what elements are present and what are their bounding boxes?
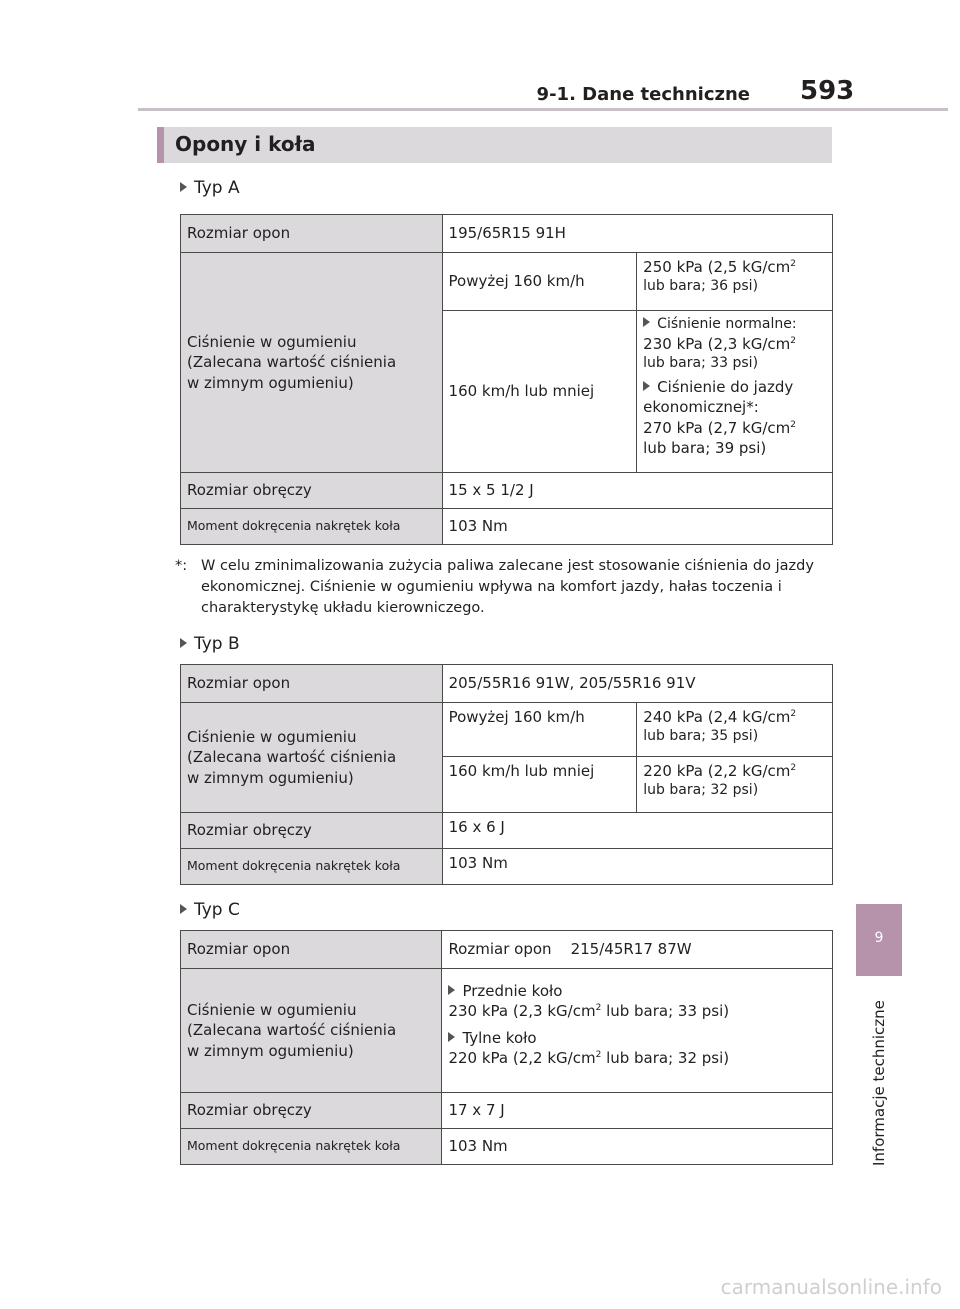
tire-size-value: 195/65R15 91H xyxy=(442,215,832,253)
table-row xyxy=(181,215,833,253)
pressure-below-160: Ciśnienie normalne: 230 kPa (2,3 $kG/cm^2$ lub bara; 33 psi) Ciśnienie do jazdy ekonomicznej*: 270 kPa (2,7 $kG/cm^2$ lub bara; 39 psi) xyxy=(637,311,833,473)
type-b-table xyxy=(180,664,833,885)
table-row xyxy=(181,703,833,757)
pressure-below-160: 220 kPa (2,2 $kG/cm^2$ lub bara; 32 psi) xyxy=(637,757,833,813)
type-a-label: Typ A xyxy=(180,178,240,198)
arrow-right-icon xyxy=(448,1032,455,1042)
table-row xyxy=(181,969,833,1093)
footnote xyxy=(175,556,835,619)
table-row xyxy=(181,931,833,969)
pressure-above-160: 240 kPa (2,4 $kG/cm^2$ lub bara; 35 psi) xyxy=(637,703,833,757)
rim-size-value: 16 x 6 J xyxy=(442,813,832,849)
watermark: carmanualsonline.info xyxy=(720,1275,942,1299)
arrow-right-icon xyxy=(180,638,187,648)
rim-size-label: Rozmiar obręczy xyxy=(181,1093,442,1129)
arrow-right-icon xyxy=(180,182,187,192)
table-row xyxy=(181,1129,833,1165)
rim-size-label: Rozmiar obręczy xyxy=(181,813,443,849)
torque-value: 103 Nm xyxy=(442,1129,833,1165)
table-row xyxy=(181,1093,833,1129)
torque-value: 103 Nm xyxy=(442,849,832,885)
torque-label: Moment dokręcenia nakrętek koła xyxy=(181,1129,442,1165)
type-c-table xyxy=(180,930,833,1165)
rim-size-value: 15 x 5 1/2 J xyxy=(442,473,832,509)
speed-above-160: Powyżej 160 km/h xyxy=(442,253,637,311)
arrow-right-icon xyxy=(448,985,455,995)
table-row xyxy=(181,813,833,849)
pressure-label: Ciśnienie w ogumieniu (Zalecana wartość ciśnienia w zimnym ogumieniu) xyxy=(181,703,443,813)
header-rule xyxy=(138,108,948,111)
table-row xyxy=(181,849,833,885)
tire-size-label: Rozmiar opon xyxy=(181,931,442,969)
torque-label: Moment dokręcenia nakrętek koła xyxy=(181,849,443,885)
arrow-right-icon xyxy=(643,381,650,391)
torque-value: 103 Nm xyxy=(442,509,832,545)
pressure-label: Ciśnienie w ogumieniu (Zalecana wartość ciśnienia w zimnym ogumieniu) xyxy=(181,969,442,1093)
pressure-above-160: 250 kPa (2,5 $kG/cm^2$ lub bara; 36 psi) xyxy=(637,253,833,311)
tire-size-label: Rozmiar opon xyxy=(181,215,443,253)
speed-below-160: 160 km/h lub mniej xyxy=(442,757,637,813)
arrow-right-icon xyxy=(180,904,187,914)
table-row xyxy=(181,253,833,311)
table-row xyxy=(181,509,833,545)
footnote-mark: *: xyxy=(175,558,188,574)
pressure-label: Ciśnienie w ogumieniu (Zalecana wartość ciśnienia w zimnym ogumieniu) xyxy=(181,253,443,473)
speed-below-160: 160 km/h lub mniej xyxy=(442,311,637,473)
speed-above-160: Powyżej 160 km/h xyxy=(442,703,637,757)
pressure-values: Przednie koło 230 kPa (2,3 $kG/cm^2$ lub bara; 33 psi) Tylne koło 220 kPa (2,2 $kG/cm^2$ lub bara; 32 psi) xyxy=(442,969,833,1093)
chapter-label xyxy=(868,986,892,1170)
chapter-label-text: Informacje techniczne xyxy=(870,1000,888,1166)
type-b-label: Typ B xyxy=(180,634,240,654)
tire-size-value: Rozmiar opon 215/45R17 87W xyxy=(442,931,833,969)
section-header: 9-1. Dane techniczne xyxy=(536,84,750,105)
footnote-text: W celu zminimalizowania zużycia paliwa zalecane jest stosowanie ciśnienia do jazdy ekonomicznej. Ciśnienie w ogumieniu wpływa na komfort jazdy, hałas toczenia i charakterystykę układu kierowniczego. xyxy=(201,558,814,617)
page-number: 593 xyxy=(800,76,855,106)
section-heading-accent xyxy=(157,127,164,163)
arrow-right-icon xyxy=(643,317,650,327)
torque-label: Moment dokręcenia nakrętek koła xyxy=(181,509,443,545)
type-a-table xyxy=(180,214,833,545)
chapter-number: 9 xyxy=(874,930,884,946)
tire-size-label: Rozmiar opon xyxy=(181,665,443,703)
tire-size-value: 205/55R16 91W, 205/55R16 91V xyxy=(442,665,832,703)
section-title: Opony i koła xyxy=(175,132,316,156)
table-row xyxy=(181,473,833,509)
rim-size-label: Rozmiar obręczy xyxy=(181,473,443,509)
table-row xyxy=(181,665,833,703)
type-c-label: Typ C xyxy=(180,900,240,920)
rim-size-value: 17 x 7 J xyxy=(442,1093,833,1129)
